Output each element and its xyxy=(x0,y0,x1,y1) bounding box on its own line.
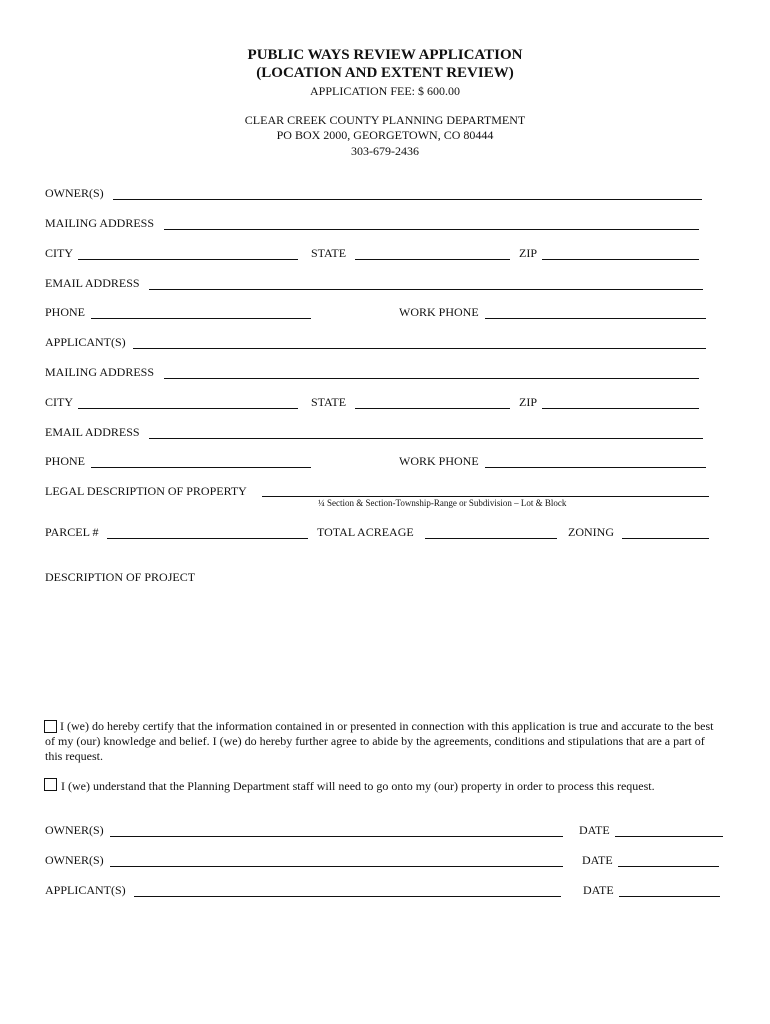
owner-signature-label-1: OWNER(S) xyxy=(45,823,104,837)
owner-phone-field[interactable] xyxy=(91,318,311,319)
zoning-label: ZONING xyxy=(568,525,614,539)
owner-mailing-address-field[interactable] xyxy=(164,229,699,230)
applicant-email-field[interactable] xyxy=(149,438,703,439)
form-subtitle: (LOCATION AND EXTENT REVIEW) xyxy=(256,65,514,81)
project-description-area[interactable] xyxy=(45,588,709,710)
applicant-mailing-address-label: MAILING ADDRESS xyxy=(45,365,155,379)
applicant-state-field[interactable] xyxy=(355,408,510,409)
zoning-field[interactable] xyxy=(622,538,709,539)
applicant-field[interactable] xyxy=(133,348,706,349)
owner-zip-label: ZIP xyxy=(519,246,537,260)
owner-city-label: CITY xyxy=(45,246,73,260)
parcel-label: PARCEL # xyxy=(45,525,99,539)
date-label-1: DATE xyxy=(579,823,610,837)
owner-field[interactable] xyxy=(113,199,702,200)
owner-mailing-address-label: MAILING ADDRESS xyxy=(45,216,155,230)
applicant-zip-field[interactable] xyxy=(542,408,699,409)
owner-work-phone-field[interactable] xyxy=(485,318,706,319)
legal-description-label: LEGAL DESCRIPTION OF PROPERTY xyxy=(45,484,247,498)
owner-email-field[interactable] xyxy=(149,289,703,290)
applicant-phone-label: PHONE xyxy=(45,454,86,468)
applicant-email-label: EMAIL ADDRESS xyxy=(45,425,140,439)
owner-phone-label: PHONE xyxy=(45,305,86,319)
applicant-mailing-address-field[interactable] xyxy=(164,378,699,379)
applicant-signature-field[interactable] xyxy=(134,896,561,897)
total-acreage-label: TOTAL ACREAGE xyxy=(317,525,414,539)
applicant-signature-label: APPLICANT(S) xyxy=(45,883,126,897)
total-acreage-field[interactable] xyxy=(425,538,557,539)
date-label-2: DATE xyxy=(582,853,613,867)
owner-state-field[interactable] xyxy=(355,259,510,260)
owner-work-phone-label: WORK PHONE xyxy=(399,305,479,319)
owner-city-field[interactable] xyxy=(78,259,298,260)
department-address: PO BOX 2000, GEORGETOWN, CO 80444 xyxy=(276,128,494,142)
department-name: CLEAR CREEK COUNTY PLANNING DEPARTMENT xyxy=(244,113,526,127)
owner-zip-field[interactable] xyxy=(542,259,699,260)
applicant-label: APPLICANT(S) xyxy=(45,335,126,349)
property-access-checkbox[interactable] xyxy=(44,778,57,791)
applicant-state-label: STATE xyxy=(311,395,347,409)
project-description-label: DESCRIPTION OF PROJECT xyxy=(45,570,196,584)
legal-description-hint: ¼ Section & Section-Township-Range or Subdivision – Lot & Block xyxy=(318,498,567,508)
date-field-1[interactable] xyxy=(615,836,723,837)
parcel-field[interactable] xyxy=(107,538,308,539)
owner-signature-field-1[interactable] xyxy=(110,836,563,837)
application-fee: APPLICATION FEE: $ 600.00 xyxy=(309,84,460,98)
owner-label: OWNER(S) xyxy=(45,186,104,200)
date-label-3: DATE xyxy=(583,883,614,897)
applicant-phone-field[interactable] xyxy=(91,467,311,468)
owner-state-label: STATE xyxy=(311,246,347,260)
owner-signature-label-2: OWNER(S) xyxy=(45,853,104,867)
certify-statement: I (we) do hereby certify that the information contained in or presented in connection with this application is true and accurate to the best of my (our) knowledge and belief. I (we) do hereby further agree to abide by the agreements, conditions and stipulations that are a part of this request. xyxy=(45,719,714,763)
department-phone: 303-679-2436 xyxy=(351,144,419,158)
date-field-2[interactable] xyxy=(618,866,719,867)
applicant-city-label: CITY xyxy=(45,395,73,409)
owner-signature-field-2[interactable] xyxy=(110,866,563,867)
owner-email-label: EMAIL ADDRESS xyxy=(45,276,140,290)
form-title: PUBLIC WAYS REVIEW APPLICATION xyxy=(247,47,523,63)
property-access-statement: I (we) understand that the Planning Department staff will need to go onto my (our) property in order to process this request. xyxy=(61,779,655,793)
applicant-zip-label: ZIP xyxy=(519,395,537,409)
applicant-city-field[interactable] xyxy=(78,408,298,409)
applicant-work-phone-label: WORK PHONE xyxy=(399,454,479,468)
date-field-3[interactable] xyxy=(619,896,720,897)
legal-description-field[interactable] xyxy=(262,496,709,497)
applicant-work-phone-field[interactable] xyxy=(485,467,706,468)
